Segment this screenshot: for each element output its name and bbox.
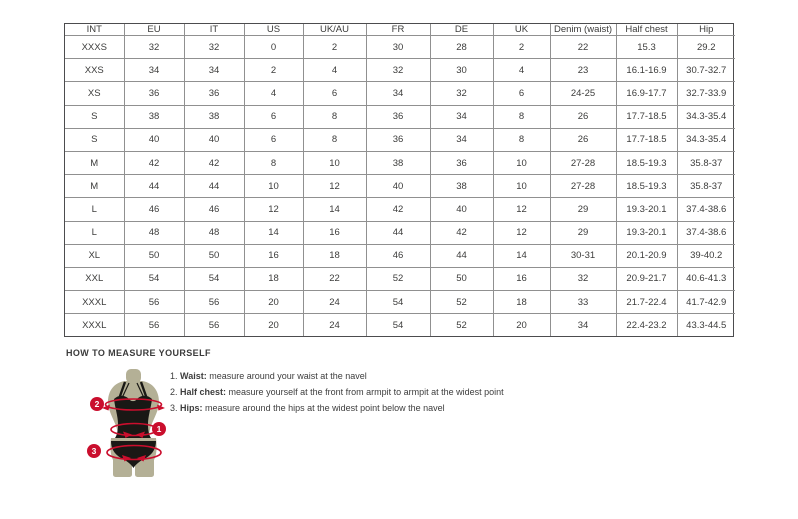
size-cell: 32 xyxy=(430,82,493,105)
size-cell: 50 xyxy=(124,244,184,267)
size-cell: S xyxy=(65,128,124,151)
size-cell: 12 xyxy=(244,198,303,221)
size-row xyxy=(65,36,735,59)
size-row xyxy=(65,175,735,198)
size-cell: 30.7-32.7 xyxy=(677,59,735,82)
size-cell: 42 xyxy=(124,151,184,174)
size-cell: 22.4-23.2 xyxy=(616,314,677,336)
size-cell: 23 xyxy=(550,59,616,82)
size-cell: 12 xyxy=(493,221,550,244)
size-cell: 17.7-18.5 xyxy=(616,128,677,151)
measure-instruction-hips xyxy=(170,400,730,416)
size-cell: 8 xyxy=(244,151,303,174)
size-cell: XXXL xyxy=(65,314,124,336)
size-cell: 27-28 xyxy=(550,175,616,198)
size-cell: L xyxy=(65,221,124,244)
size-row xyxy=(65,128,735,151)
size-cell: 16 xyxy=(493,267,550,290)
size-cell: 29 xyxy=(550,198,616,221)
size-cell: 34 xyxy=(430,105,493,128)
size-row xyxy=(65,267,735,290)
size-cell: 52 xyxy=(430,291,493,314)
size-cell: 20.1-20.9 xyxy=(616,244,677,267)
size-row xyxy=(65,221,735,244)
size-cell: 14 xyxy=(493,244,550,267)
size-cell: 40 xyxy=(124,128,184,151)
size-cell: 56 xyxy=(124,291,184,314)
size-cell: 12 xyxy=(493,198,550,221)
size-cell: 30 xyxy=(430,59,493,82)
size-cell: 14 xyxy=(303,198,366,221)
size-cell: 0 xyxy=(244,36,303,59)
size-cell: 38 xyxy=(184,105,244,128)
size-cell: 18 xyxy=(244,267,303,290)
size-cell: 20 xyxy=(244,291,303,314)
size-cell: 8 xyxy=(303,105,366,128)
size-cell: 46 xyxy=(366,244,430,267)
instruction-term: Waist: xyxy=(180,371,207,381)
size-cell: 4 xyxy=(493,59,550,82)
size-cell: 20.9-21.7 xyxy=(616,267,677,290)
size-cell: 52 xyxy=(430,314,493,336)
svg-text:1: 1 xyxy=(156,424,162,434)
column-header-hip: Hip xyxy=(677,24,735,36)
size-cell: 26 xyxy=(550,105,616,128)
measure-point-badge-waist xyxy=(152,422,166,436)
size-cell: 10 xyxy=(493,151,550,174)
instruction-text: measure yourself at the front from armpit to armpit at the widest point xyxy=(226,387,504,397)
size-cell: 16.1-16.9 xyxy=(616,59,677,82)
size-cell: 36 xyxy=(124,82,184,105)
size-cell: 43.3-44.5 xyxy=(677,314,735,336)
column-header-it: IT xyxy=(184,24,244,36)
size-cell: 38 xyxy=(430,175,493,198)
size-cell: 22 xyxy=(303,267,366,290)
size-cell: 41.7-42.9 xyxy=(677,291,735,314)
instruction-term: Half chest: xyxy=(180,387,227,397)
size-cell: S xyxy=(65,105,124,128)
size-cell: 44 xyxy=(430,244,493,267)
size-cell: 20 xyxy=(493,314,550,336)
size-row xyxy=(65,59,735,82)
size-row xyxy=(65,105,735,128)
size-cell: 54 xyxy=(366,291,430,314)
size-cell: XXL xyxy=(65,267,124,290)
size-cell: 42 xyxy=(366,198,430,221)
size-cell: 2 xyxy=(303,36,366,59)
size-cell: 19.3-20.1 xyxy=(616,198,677,221)
size-cell: 42 xyxy=(430,221,493,244)
size-cell: 34.3-35.4 xyxy=(677,105,735,128)
measure-instructions xyxy=(170,368,730,416)
size-cell: 33 xyxy=(550,291,616,314)
size-cell: 44 xyxy=(366,221,430,244)
size-cell: 44 xyxy=(184,175,244,198)
size-cell: 48 xyxy=(184,221,244,244)
size-cell: M xyxy=(65,151,124,174)
instruction-text: measure around your waist at the navel xyxy=(206,371,367,381)
svg-text:3: 3 xyxy=(91,446,97,456)
measure-point-badge-hips xyxy=(87,444,101,458)
size-cell: 46 xyxy=(184,198,244,221)
measurement-mannequin-illustration xyxy=(78,368,188,480)
size-cell: 6 xyxy=(303,82,366,105)
size-cell: 36 xyxy=(366,128,430,151)
size-cell: 10 xyxy=(493,175,550,198)
size-cell: XXS xyxy=(65,59,124,82)
column-header-fr: FR xyxy=(366,24,430,36)
size-cell: 32 xyxy=(184,36,244,59)
column-header-us: US xyxy=(244,24,303,36)
size-cell: 6 xyxy=(493,82,550,105)
size-cell: 40 xyxy=(430,198,493,221)
size-row xyxy=(65,198,735,221)
size-cell: 24 xyxy=(303,314,366,336)
size-cell: 18.5-19.3 xyxy=(616,175,677,198)
size-cell: 37.4-38.6 xyxy=(677,198,735,221)
size-cell: 56 xyxy=(184,314,244,336)
instruction-term: Hips: xyxy=(180,403,203,413)
measure-instruction-half-chest xyxy=(170,384,730,400)
size-cell: XS xyxy=(65,82,124,105)
size-chart-header-row xyxy=(65,24,735,36)
size-cell: 40 xyxy=(366,175,430,198)
instruction-number: 3. xyxy=(170,403,178,413)
size-cell: XXXS xyxy=(65,36,124,59)
column-header-int: INT xyxy=(65,24,124,36)
size-cell: 34 xyxy=(430,128,493,151)
measure-point-badge-chest xyxy=(90,397,104,411)
size-cell: 8 xyxy=(493,128,550,151)
size-cell: 34 xyxy=(366,82,430,105)
size-cell: 26 xyxy=(550,128,616,151)
how-to-measure-heading: HOW TO MEASURE YOURSELF xyxy=(66,348,211,358)
size-cell: 35.8-37 xyxy=(677,151,735,174)
size-cell: 40.6-41.3 xyxy=(677,267,735,290)
size-row xyxy=(65,244,735,267)
size-cell: 16 xyxy=(303,221,366,244)
size-cell: 46 xyxy=(124,198,184,221)
size-cell: 34.3-35.4 xyxy=(677,128,735,151)
size-cell: 32 xyxy=(550,267,616,290)
size-cell: 54 xyxy=(366,314,430,336)
column-header-uk: UK xyxy=(493,24,550,36)
size-cell: 15.3 xyxy=(616,36,677,59)
size-cell: 6 xyxy=(244,105,303,128)
size-cell: 22 xyxy=(550,36,616,59)
size-cell: 32 xyxy=(366,59,430,82)
size-cell: 18 xyxy=(493,291,550,314)
size-cell: 2 xyxy=(493,36,550,59)
size-cell: 50 xyxy=(430,267,493,290)
svg-text:2: 2 xyxy=(94,399,100,409)
size-cell: 56 xyxy=(184,291,244,314)
size-cell: 39-40.2 xyxy=(677,244,735,267)
size-cell: 4 xyxy=(303,59,366,82)
size-cell: 30-31 xyxy=(550,244,616,267)
size-cell: 16 xyxy=(244,244,303,267)
size-cell: 54 xyxy=(184,267,244,290)
size-cell: 56 xyxy=(124,314,184,336)
size-cell: 2 xyxy=(244,59,303,82)
size-cell: 42 xyxy=(184,151,244,174)
size-cell: 17.7-18.5 xyxy=(616,105,677,128)
instruction-text: measure around the hips at the widest point below the navel xyxy=(202,403,445,413)
size-cell: 21.7-22.4 xyxy=(616,291,677,314)
size-cell: XL xyxy=(65,244,124,267)
column-header-half-chest: Half chest xyxy=(616,24,677,36)
size-cell: 32 xyxy=(124,36,184,59)
size-cell: 18 xyxy=(303,244,366,267)
size-row xyxy=(65,314,735,336)
size-row xyxy=(65,82,735,105)
size-cell: 38 xyxy=(124,105,184,128)
size-cell: 29.2 xyxy=(677,36,735,59)
size-cell: 6 xyxy=(244,128,303,151)
column-header-eu: EU xyxy=(124,24,184,36)
size-cell: 34 xyxy=(124,59,184,82)
size-cell: 8 xyxy=(303,128,366,151)
size-cell: 40 xyxy=(184,128,244,151)
size-cell: L xyxy=(65,198,124,221)
size-cell: 10 xyxy=(303,151,366,174)
size-cell: 27-28 xyxy=(550,151,616,174)
size-cell: M xyxy=(65,175,124,198)
measure-instruction-waist xyxy=(170,368,730,384)
column-header-denim-waist-: Denim (waist) xyxy=(550,24,616,36)
size-cell: 24-25 xyxy=(550,82,616,105)
size-row xyxy=(65,291,735,314)
size-cell: 36 xyxy=(184,82,244,105)
size-cell: 36 xyxy=(366,105,430,128)
size-cell: 20 xyxy=(244,314,303,336)
size-cell: 34 xyxy=(184,59,244,82)
size-cell: 38 xyxy=(366,151,430,174)
size-cell: 10 xyxy=(244,175,303,198)
size-cell: 52 xyxy=(366,267,430,290)
size-cell: 50 xyxy=(184,244,244,267)
size-cell: 14 xyxy=(244,221,303,244)
size-row xyxy=(65,151,735,174)
size-cell: 12 xyxy=(303,175,366,198)
size-cell: 16.9-17.7 xyxy=(616,82,677,105)
size-cell: 29 xyxy=(550,221,616,244)
size-cell: 36 xyxy=(430,151,493,174)
size-cell: 19.3-20.1 xyxy=(616,221,677,244)
size-cell: 4 xyxy=(244,82,303,105)
size-cell: 18.5-19.3 xyxy=(616,151,677,174)
size-cell: 44 xyxy=(124,175,184,198)
size-cell: 35.8-37 xyxy=(677,175,735,198)
size-cell: 48 xyxy=(124,221,184,244)
size-cell: XXXL xyxy=(65,291,124,314)
size-cell: 30 xyxy=(366,36,430,59)
size-cell: 8 xyxy=(493,105,550,128)
instruction-number: 1. xyxy=(170,371,178,381)
size-cell: 54 xyxy=(124,267,184,290)
size-chart xyxy=(64,23,734,337)
size-cell: 32.7-33.9 xyxy=(677,82,735,105)
size-cell: 24 xyxy=(303,291,366,314)
size-chart-table xyxy=(65,24,735,336)
column-header-uk-au: UK/AU xyxy=(303,24,366,36)
size-cell: 34 xyxy=(550,314,616,336)
size-cell: 28 xyxy=(430,36,493,59)
column-header-de: DE xyxy=(430,24,493,36)
instruction-number: 2. xyxy=(170,387,178,397)
size-cell: 37.4-38.6 xyxy=(677,221,735,244)
